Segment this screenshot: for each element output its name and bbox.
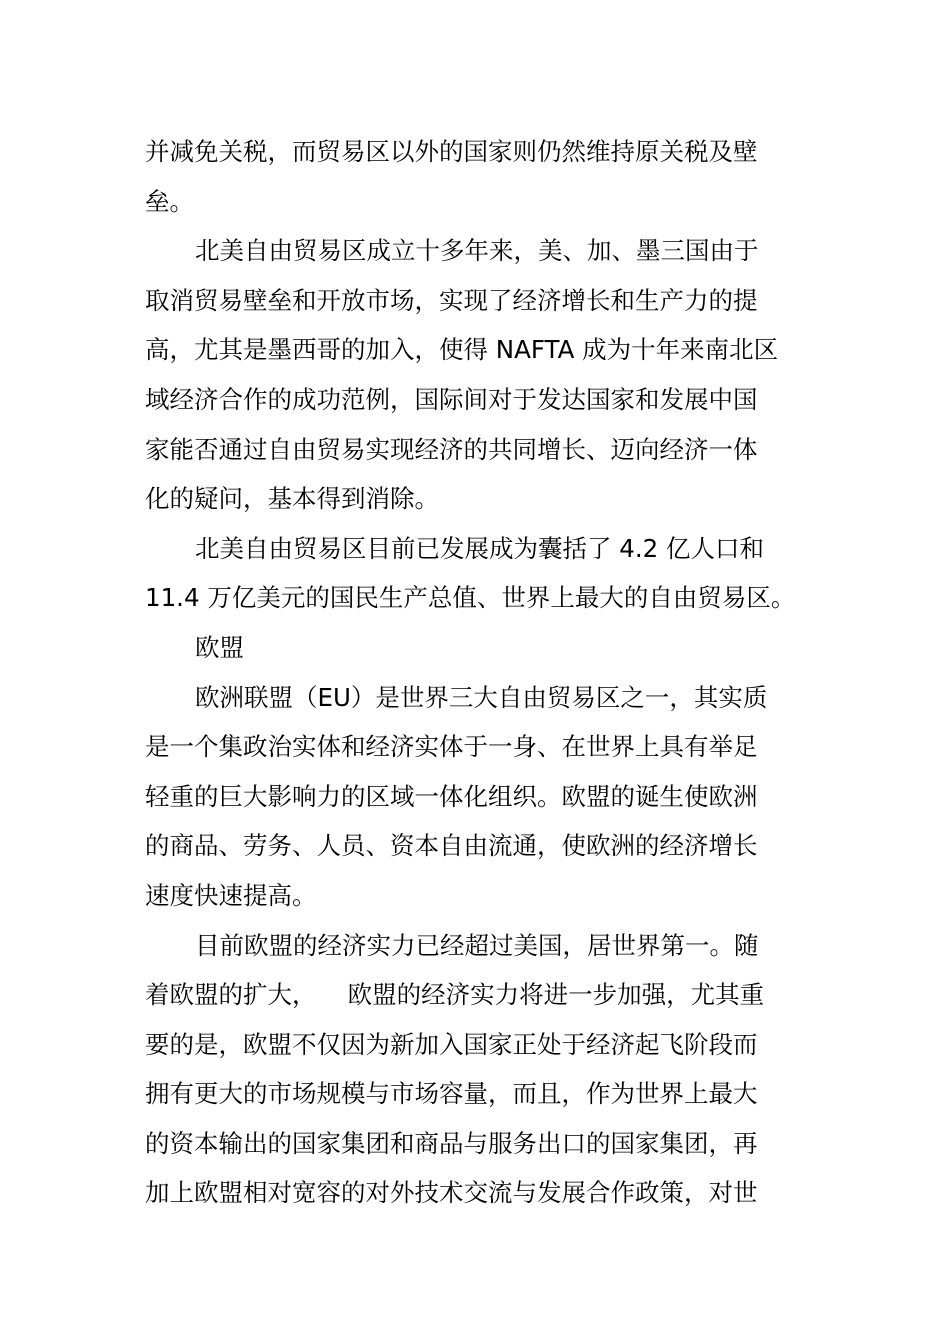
text-line: 并减免关税，而贸易区以外的国家则仍然维持原关税及壁	[145, 137, 758, 166]
text-line: 拥有更大的市场规模与市场容量，而且，作为世界上最大	[145, 1079, 758, 1109]
text-line: 目前欧盟的经济实力已经超过美国，居世界第一。随	[195, 930, 759, 960]
text-line: 家能否通过自由贸易实现经济的共同增长、迈向经济一体	[145, 434, 758, 464]
text-line: 着欧盟的扩大， 欧盟的经济实力将进一步加强，尤其重	[145, 980, 765, 1010]
text-line: 的资本输出的国家集团和商品与服务出口的国家集团，再	[145, 1128, 758, 1158]
text-line: 北美自由贸易区目前已发展成为囊括了 4.2 亿人口和	[195, 533, 765, 563]
text-line: 的商品、劳务、人员、资本自由流通，使欧洲的经济增长	[145, 831, 758, 861]
text-line: 高，尤其是墨西哥的加入，使得 NAFTA 成为十年来南北区	[145, 335, 779, 365]
section-heading: 欧盟	[195, 632, 244, 662]
text-line: 是一个集政治实体和经济实体于一身、在世界上具有举足	[145, 732, 758, 762]
text-line: 速度快速提高。	[145, 880, 317, 910]
text-line: 北美自由贸易区成立十多年来，美、加、墨三国由于	[195, 236, 759, 266]
text-line: 化的疑问，基本得到消除。	[145, 484, 439, 514]
text-line: 11.4 万亿美元的国民生产总值、世界上最大的自由贸易区。	[145, 583, 796, 613]
text-line: 取消贸易壁垒和开放市场，实现了经济增长和生产力的提	[145, 285, 758, 315]
text-line: 欧洲联盟（EU）是世界三大自由贸易区之一，其实质	[195, 682, 768, 712]
document-body	[145, 127, 825, 1218]
text-line: 域经济合作的成功范例，国际间对于发达国家和发展中国	[145, 384, 758, 414]
text-line: 加上欧盟相对宽容的对外技术交流与发展合作政策，对世	[145, 1178, 758, 1208]
text-line: 要的是，欧盟不仅因为新加入国家正处于经济起飞阶段而	[145, 1029, 758, 1059]
text-line: 轻重的巨大影响力的区域一体化组织。欧盟的诞生使欧洲	[145, 781, 758, 811]
text-line: 垒。	[145, 186, 194, 216]
